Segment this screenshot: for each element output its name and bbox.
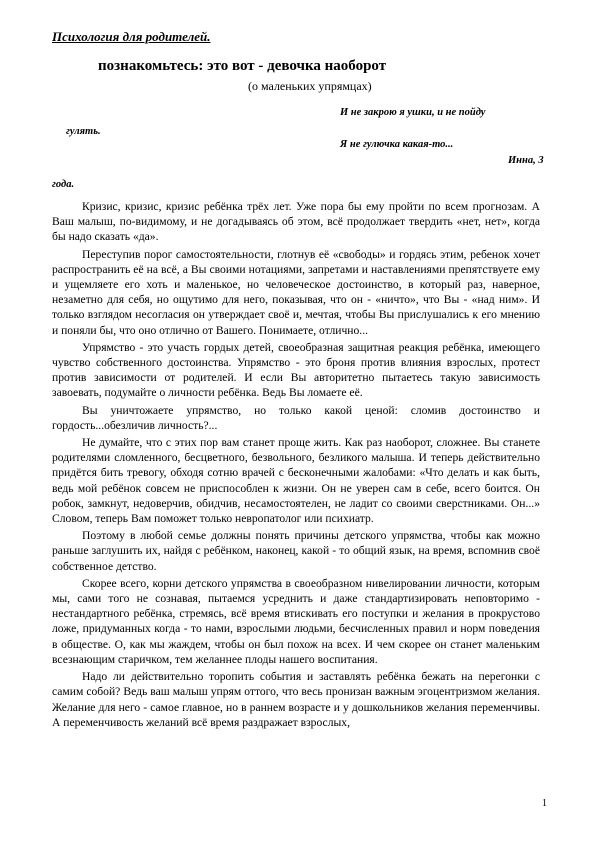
paragraph: Надо ли действительно торопить события и заставлять ребёнка бежать на перегонки с самим собой? Ведь ваш малыш упрям оттого, что весь пронизан важным эгоцентризмом желания. Желание для него - самое главное, но в раннем возрасте и у дошкольников желания переменчивы. А переменчивость желаний всё время раздражает взрослых, <box>52 670 540 729</box>
epigraph-line-3: Я не гулючка какая-то... <box>340 139 454 150</box>
page-header: Психология для родителей. <box>52 29 211 44</box>
paragraph: Скорее всего, корни детского упрямства в своеобразном нивелировании личности, которым мы, сами того не сознавая, пытаемся усреднить и даже стандартизировать неповторимо - нестандартного ребёнка, стремясь, всё время втискивать его поступки и желания в прокрустово ложе, придуманных когда - то нами, взрослыми людьми, бесчисленных правил и норм поведения в обществе. О, как мы жаждем, чтобы он был похож на всех. И чем скорее он станет маленьким всезнающим старичком, тем желаннее плоды нашего воспитания. <box>52 576 540 666</box>
epigraph-line-1: И не закрою я ушки, и не пойду <box>340 107 486 118</box>
epigraph-line-2: гулять. <box>66 126 101 137</box>
paragraph: Кризис, кризис, кризис ребёнка трёх лет. Уже пора бы ему пройти по всем прогнозам. А Ваш малыш, по-видимому, и не догадываясь об этом, всё продолжает твердить «нет, нет», когда бы надо сказать «да». <box>52 200 540 244</box>
epigraph-author: Инна, 3 <box>508 155 544 166</box>
article-subtitle: (о маленьких упрямцах) <box>248 79 372 93</box>
paragraph: Не думайте, что с этих пор вам станет проще жить. Как раз наоборот, сложнее. Вы станете родителями сломленного, бесцветного, безвольного, безликого малыша. И теперь действительно придётся бить тревогу, обходя сотню врачей с бесконечными жалобами: «Что делать и как быть, ведь мой ребёнок совсем не приспособлен к жизни. Он не уверен сам в себе, всего боится. Он робок, замкнут, недоверчив, обидчив, несамостоятелен, не ладит со своими сверстниками. Он...» Словом, теперь Вам поможет только невропатолог или психиатр. <box>52 436 540 526</box>
page-number: 1 <box>542 798 547 809</box>
paragraph: Переступив порог самостоятельности, глотнув её «свободы» и гордясь этим, ребенок хочет распространить её на всё, а Вы своими нотациями, запретами и наставлениями препятствуете ему и ущемляете его хоть и маленькое, но человеческое достоинство, в который раз, наверное, незаметно для себя, но ощутимо для него, показывая, что он - «ничто», что Вы - «над ним». И только взглядом несогласия он утверждает своё и, мечтая, чтобы Вы прислушались к его мнению и поняли бы, что оно отлично от Вашего. Понимаете, отлично... <box>52 247 540 337</box>
article-body <box>52 199 540 732</box>
epigraph-author-cont: года. <box>52 179 75 190</box>
paragraph: Вы уничтожаете упрямство, но только какой ценой: сломив достоинство и гордость...обезличив личность?... <box>52 403 540 432</box>
paragraph: Поэтому в любой семье должны понять причины детского упрямства, чтобы как можно раньше заглушить их, найдя с ребёнком, наконец, какой - то общий язык, на время, вспомнив своё собственное детство. <box>52 529 540 573</box>
paragraph: Упрямство - это участь гордых детей, своеобразная защитная реакция ребёнка, имеющего чувство собственного достоинства. Упрямство - это броня против влияния взрослых, протест против зависимости от родителей. И если Вы авторитетно пытаетесь такую зависимость завоевать, подумайте о личности ребёнка. Ведь Вы ломаете её. <box>52 340 540 400</box>
article-title: познакомьтесь: это вот - девочка наоборот <box>98 58 387 74</box>
